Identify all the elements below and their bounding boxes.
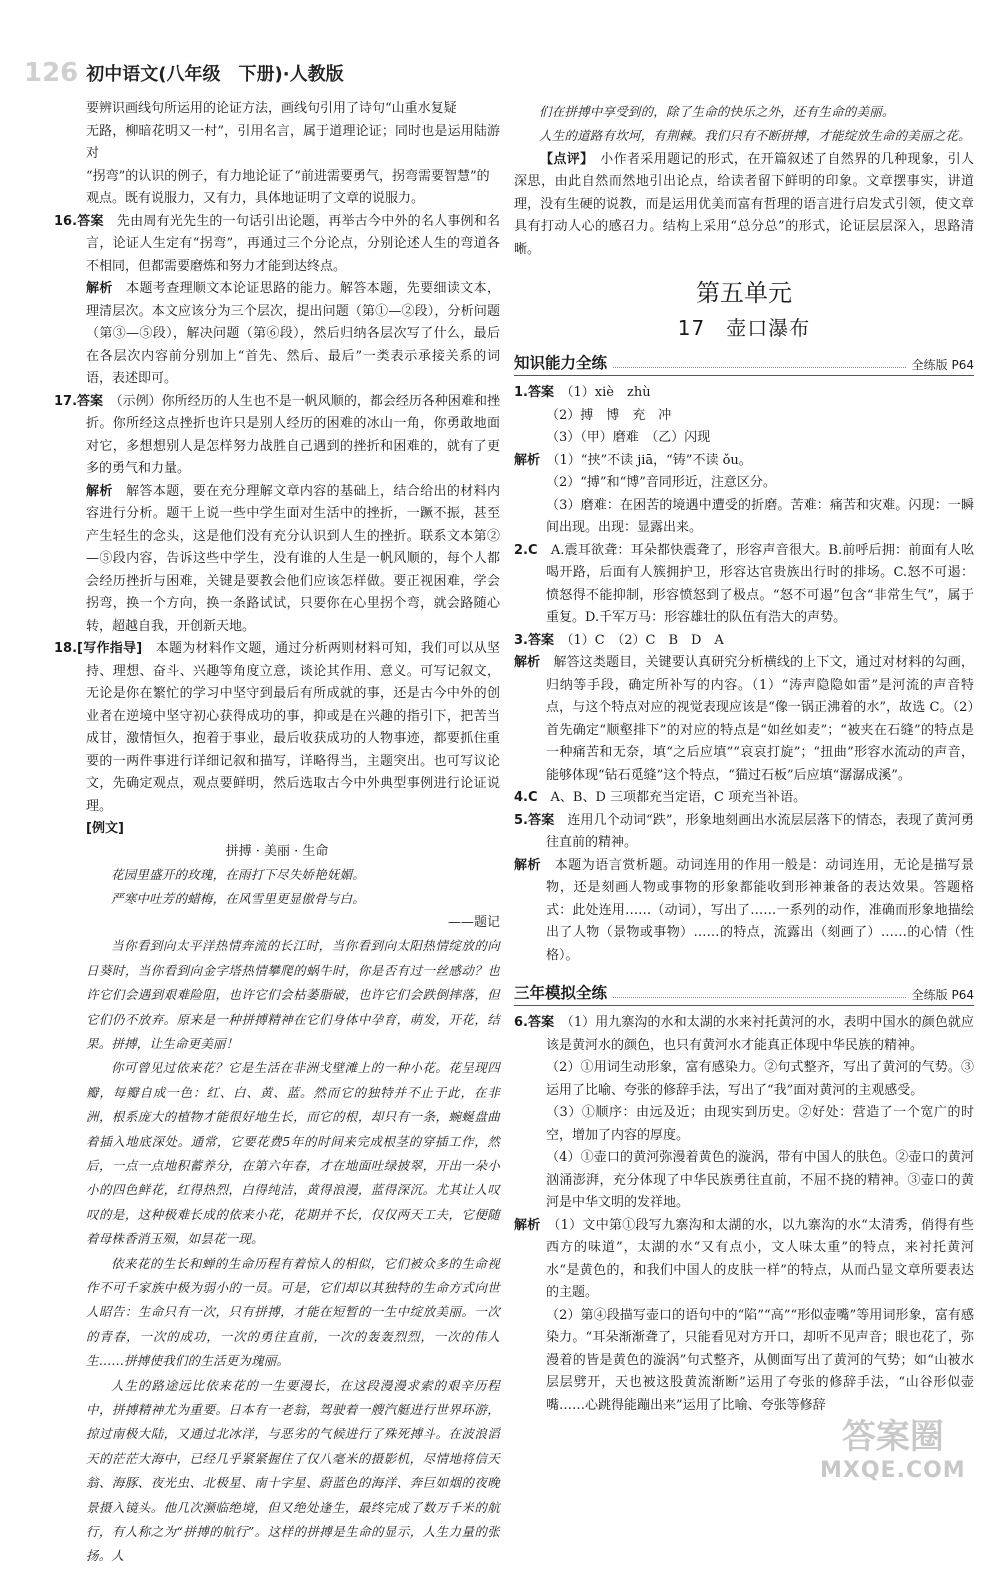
item-text: （1）xiè zhù (567, 385, 651, 401)
answer-label: 答案 (77, 393, 104, 409)
q16-analysis (54, 278, 500, 391)
analysis-label: 解析 (86, 483, 113, 499)
answer-item (514, 382, 974, 405)
analysis-label: 解析 (86, 281, 113, 296)
answer-item (514, 472, 974, 495)
page-number: 126 (24, 58, 79, 88)
item-text: （2）①用词生动形象，富有感染力。②句式整齐，写出了黄河的气势。③运用了比喻、夸张的修辞手法，写出了“我”面对黄河的主观感受。 (546, 1060, 974, 1098)
epigraph-line: 严寒中吐芳的蜡梅，在风雪里更显傲骨与白。 (111, 891, 366, 907)
analysis-text: 本题考查理顺文本论证思路的能力。解答本题，先要细读文本，理清层次。本文应该分为三个层次，提出问题（第①—②段），分析问题（第③—⑤段），解决问题（第⑥段），然后归纳各层次写了什么，最后在各层次内容前分别加上“首先、然后、最后”一类表示承接关系的词语，表述即可。 (86, 281, 500, 386)
q16-answer (54, 211, 500, 279)
q15-line: 观点。既有说服力，又有力，具体地证明了文章的说服力。 (86, 191, 425, 206)
answer-item (514, 1012, 974, 1057)
item-label: 答案 (527, 385, 554, 401)
left-column (54, 98, 500, 1569)
answer-item (514, 787, 974, 810)
answer-label: 答案 (77, 213, 104, 229)
item-text: （1）C （2）C B D A (567, 632, 724, 648)
item-text: （3）磨难：在困苦的境遇中遭受的折磨。苦难：痛苦和灾难。闪现：一瞬间出现。出现：显露出来。 (546, 497, 974, 536)
watermark-text: 答案圈 (841, 1417, 944, 1457)
section-title: 三年模拟全练 (514, 984, 608, 1003)
item-text: （3）（甲）磨难 （乙）闪现 (546, 430, 711, 446)
answer-item (514, 405, 974, 428)
answer-item (514, 427, 974, 450)
question-number: 16. (54, 213, 78, 229)
answer-item (514, 810, 974, 855)
q15-line: “拐弯”的认识的例子，有力地论证了“前进需要勇气，拐弯需要智慧”的 (86, 168, 490, 184)
q18-answer (54, 638, 500, 818)
section-header-knowledge (514, 351, 974, 376)
comment-text: 小作者采用题记的形式，在开篇叙述了自然界的几种现象，引人深思，由此自然而然地引出论点，给读者留下鲜明的印象。文章摆事实，讲道理，没有生硬的说教，而是运用优美而富有哲理的语言进行启发式引领，使文章具有打动人心的感召力。结构上采用“总分总”的形式，论证层层深入，思路清晰。 (514, 151, 974, 257)
page-header (24, 58, 344, 88)
right-column (514, 100, 974, 1417)
item-text: （2）“搏”和“博”音同形近，注意区分。 (546, 475, 776, 491)
question-number: 4.C (514, 790, 538, 806)
essay-paragraph: 人生的道路有坎坷，有荆棘。我们只有不断拼搏，才能绽放生命的美丽之花。 (539, 128, 971, 144)
section-header-mock (514, 981, 974, 1006)
answer-item (514, 540, 974, 630)
question-number: 17. (54, 393, 78, 409)
item-label: 解析 (514, 655, 541, 671)
item-text: （2）第④段描写壶口的语句中的“陷”“高”“形似壶嘴”等用词形象，富有感染力。“耳朵渐渐聋了，只能看见对方开口，却听不见声音；眼也花了，弥漫着的皆是黄色的漩涡”句式整齐，从侧面写出了黄河的气势；如“山被水层层劈开，天也被这股黄流渐断”运用了夸张的修辞手法，“山谷形似壶嘴……心跳得能蹦出来”运用了比喻、夸张等修辞 (546, 1307, 974, 1413)
item-text: （1）“挟”不读 jiā，“铸”不读 ǒu。 (553, 452, 752, 468)
question-number: 6. (514, 1015, 528, 1031)
q15-line: 无路，柳暗花明又一村”，引用名言，属于道理论证；同时也是运用陆游对 (86, 123, 500, 161)
essay-paragraph: 依来花的生长和蝉的生命历程有着惊人的相似，它们被众多的生命视作不可千家族中极为弱小的一员。可是，它们却以其独特的生命方式向世人昭告：生命只有一次，只有拼搏，才能在短暂的一生中绽放美丽。一次的青春，一次的成功，一次的勇往直前，一次的轰轰烈烈，一次的伟人生……拼搏使我们的生活更为瑰丽。 (86, 1255, 500, 1369)
item-text: 连用几个动词“跌”，形象地刻画出水流层层落下的情态，表现了黄河勇往直前的精神。 (546, 812, 974, 851)
section-divider (613, 367, 906, 368)
question-number: 5. (514, 812, 528, 828)
item-text: （4）①壶口的黄河弥漫着黄色的漩涡，带有中国人的肤色。②壶口的黄河汹涌澎湃，充分体现了中华民族勇往直前，不屈不挠的精神。③壶口的黄河是中华文明的发祥地。 (546, 1150, 974, 1211)
essay-paragraph: 你可曾见过依来花？它是生活在非洲戈壁滩上的一种小花。花呈现四瓣，每瓣自成一色：红、白、黄、蓝。然而它的独特并不止于此，在非洲，根系庞大的植物才能很好地生长，而它的根，却只有一条，蜿蜒盘曲着插入地底深处。通常，它要花费5年的时间来完成根茎的穿插工作，然后，一点一点地积蓄养分，在第六年春，才在地面吐绿披翠，开出一朵小小的四色鲜花，红得热烈，白得纯洁，黄得浪漫，蓝得深沉。尤其让人叹叹的是，这种极难长成的依来小花，花期并不长，仅仅两天工夫，它便随着母株香消玉殒，如昙花一现。 (86, 1060, 500, 1247)
item-text: （3）①顺序：由远及近；由现实到历史。②好处：营造了一个宽广的时空，增加了内容的厚度。 (546, 1105, 974, 1143)
answer-item (514, 450, 974, 473)
item-label: 解析 (514, 452, 541, 468)
item-text: 本题为语言赏析题。动词连用的作用一般是：动词连用，无论是描写景物，还是刻画人物或事物的形象都能收到形神兼备的表达效果。答题格式：此处连用……（动词），写出了……一系列的动作，准确而形象地描绘出了人物（景物或事物）……的特点，流露出（刻画了）……的心情（性格）。 (546, 857, 974, 963)
essay-title: 拼搏 · 美丽 · 生命 (225, 843, 329, 859)
item-text: 解答这类题目，关键要认真研究分析横线的上下文，通过对材料的勾画，归纳等手段，确定所补写的内容。（1）“涛声隐隐如雷”是河流的声音特点，与这个特点对应的视觉表现应该是“像一锅正沸着的水”，故选 C。（2）首先确定“顺壑排下”的对应的特点是“如丝如麦”；“被夹在石缝”的特点是一种痛苦和无奈，填“之后应填”“哀哀打旋”；“扭曲”形容水流动的声音，能够体现“钻石觅缝”这个特点，“猫过石板”后应填“潺潺成溪”。 (546, 655, 974, 783)
watermark (820, 1417, 966, 1488)
answer-text: 本题为材料作文题，通过分析两则材料可知，我们可以从坚持、理想、奋斗、兴趣等角度立意，谈论其作用、意义。可写记叙文，无论是你在繁忙的学习中坚守到最后有所成就的事，还是古今中外的创业者在逆境中坚守初心获得成功的事，抑或是在兴趣的指引下，把苦当成甘，激情恒久，抱着于事业，最后收获成功的人物事迹，都要抓住重要的一两件事进行详细记叙和描写，详略得当，主题突出。也可写议论文，先确定观点，观点要鲜明，然后选取古今中外典型事例进行论证说理。 (86, 641, 500, 814)
answer-item (514, 855, 974, 968)
example-label: [例文] (86, 821, 124, 836)
answer-item (514, 652, 974, 787)
question-number: 2.C (514, 542, 538, 558)
section-divider (613, 997, 906, 998)
answer-item (514, 495, 974, 540)
answer-text: 先由周有光先生的一句话引出论题，再举古今中外的名人事例和名言，论证人生定有“拐弯”，再通过三个分论点，分别论述人生的弯道各不相同，但都需要磨炼和努力才能到达终点。 (86, 213, 500, 274)
comment-block (514, 149, 974, 262)
item-text: A、B、D 三项都充当定语，C 项充当补语。 (550, 790, 807, 806)
essay-paragraph: 当你看到向太平洋热情奔流的长江时，当你看到向太阳热情绽放的向日葵时，当你看到向金字塔热情攀爬的蜗牛时，你是否有过一丝感动？也许它们会遇到艰难险阻，也许它们会枯萎脂破，也许它们会跌倒摔落，但它们仍不放弃。原来是一种拼搏精神在它们身体中孕育，萌发，开花，结果。拼搏，让生命更美丽！ (86, 938, 500, 1051)
comment-label: 【点评】 (540, 151, 587, 167)
q15-continuation (54, 98, 500, 211)
item-label: 答案 (527, 812, 555, 828)
question-number: 1. (514, 385, 528, 401)
essay-paragraph: 们在拼搏中享受到的，除了生命的快乐之外，还有生命的美丽。 (539, 104, 895, 119)
book-title: 初中语文(八年级 下册)·人教版 (86, 64, 344, 85)
q17-answer (54, 391, 500, 481)
item-label: 解析 (514, 1217, 541, 1233)
section-title: 知识能力全练 (514, 354, 608, 373)
epigraph-source: ——题记 (447, 914, 500, 930)
section-page-ref: 全练版 P64 (911, 358, 974, 373)
answer-item (514, 1102, 974, 1147)
answer-item (514, 1057, 974, 1102)
item-label: 答案 (527, 632, 554, 648)
answer-label: [写作指导] (77, 641, 143, 656)
section-page-ref: 全练版 P64 (911, 988, 974, 1003)
answer-item (514, 1147, 974, 1215)
essay-paragraph: 人生的路途远比依来花的一生要漫长，在这段漫漫求索的艰辛历程中，拼搏精神尤为重要。日本有一老翁，驾驶着一艘汽艇进行世界环游，掠过南极大陆，又通过北冰洋，与恶劣的气候进行了殊死搏斗。在波浪滔天的茫茫大海中，已经几乎紧紧握住了仅八毫米的摄影机，尽情地将信天翁、海豚、夜光虫、北极星、南十字星、蔚蓝色的海洋、奔巨如烟的夜晚景摄入镜头。他几次濒临绝境，但又绝处逢生，最终完成了数万千米的航行，有人称之为“拼搏的航行”。这样的拼搏是生命的显示，人生力量的张扬。人 (86, 1377, 500, 1564)
answer-item (514, 1305, 974, 1418)
question-number: 18. (54, 641, 78, 656)
q17-analysis (54, 481, 500, 639)
item-text: A.震耳欲聋：耳朵都快震聋了，形容声音很大。B.前呼后拥：前面有人吆喝开路，后面有人簇拥护卫，形容达官贵族出行时的排场。C.怒不可遏：愤怒得不能抑制，形容愤怒到了极点。“怒不可遏”包含“非常生气”，属于重复。D.千军万马：形容雄壮的队伍有浩大的声势。 (546, 542, 974, 626)
lesson-title: 17 壶口瀑布 (677, 316, 811, 341)
unit-title: 第五单元 (696, 279, 792, 308)
spacer (514, 967, 974, 975)
answer-item (514, 1215, 974, 1305)
answer-text: （示例）你所经历的人生也不是一帆风顺的，都会经历各种困难和挫折。你所经这点挫折也许只是别人经历的困难的冰山一角，你勇敢地面对它，多想想别人是怎样努力战胜自己遇到的挫折和困难的，就有了更多的勇气和力量。 (86, 393, 500, 476)
item-text: （1）文中第①段写九寨沟和太湖的水，以九寨沟的水“太清秀，俏得有些西方的味道”，太湖的水“又有点小，文人味太重”的特点，来衬托黄河水“是黄色的，和我们中国人的皮肤一样”的特点，从而凸显文章所要表达的主题。 (546, 1217, 974, 1301)
item-text: （1）用九寨沟的水和太湖的水来衬托黄河的水，表明中国水的颜色就应该是黄河水的颜色，也只有黄河水才能真正体现中华民族的精神。 (546, 1015, 974, 1053)
analysis-text: 解答本题，要在充分理解文章内容的基础上，结合给出的材料内容进行分析。题干上说一些中学生面对生活中的挫折，一蹶不振，甚至产生轻生的念头，这是他们没有充分认识到人生的挫折。联系文本第②—⑤段内容，告诉这些中学生，没有谁的人生是一帆风顺的，每个人都会经历挫折与困难，关键是要教会他们应该怎样做。要正视困难，学会拐弯，换一个方向，换一条路试试，只要你在心里拐个弯，就会路随心转，超越自我，开创新天地。 (86, 483, 500, 634)
epigraph-line: 花园里盛开的玫瑰，在雨打下尽失娇艳妩媚。 (111, 867, 366, 882)
item-text: （2）搏 博 充 冲 (546, 407, 672, 423)
item-label: 答案 (527, 1015, 555, 1031)
answer-item (514, 630, 974, 653)
watermark-url: MXQE.COM (820, 1458, 966, 1483)
q15-line: 要辨识画线句所运用的论证方法，画线句引用了诗句“山重水复疑 (86, 101, 457, 116)
item-label: 解析 (514, 857, 542, 873)
question-number: 3. (514, 632, 528, 648)
